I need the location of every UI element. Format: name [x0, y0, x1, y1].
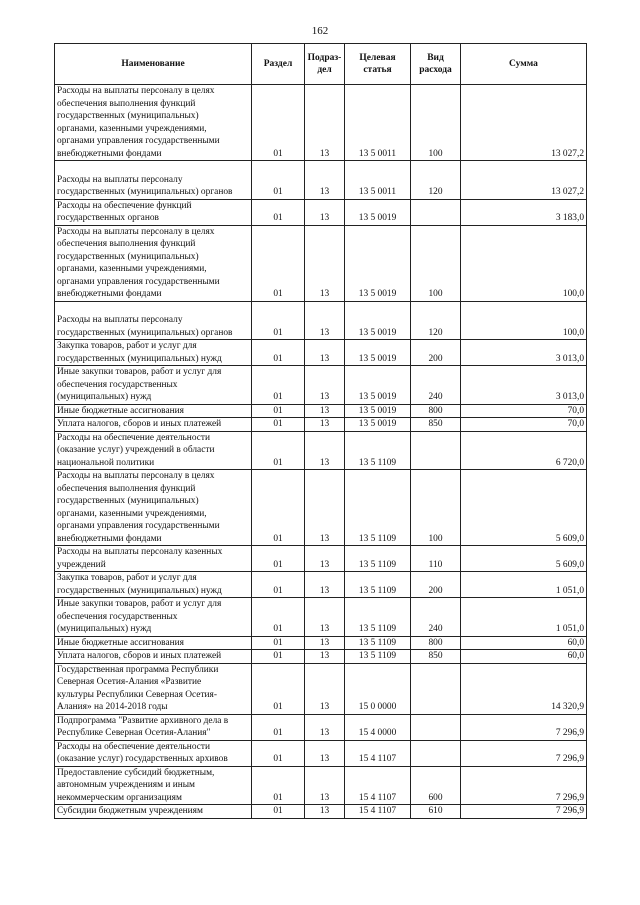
cell-kind	[411, 431, 461, 470]
cell-section: 01	[252, 199, 305, 225]
cell-name: Иные бюджетные ассигнования	[55, 404, 252, 418]
cell-sum: 3 183,0	[461, 199, 587, 225]
cell-target: 15 4 1107	[345, 805, 411, 819]
cell-target: 13 5 0019	[345, 340, 411, 366]
cell-target: 15 0 0000	[345, 663, 411, 714]
cell-subsection: 13	[305, 598, 345, 637]
cell-subsection: 13	[305, 340, 345, 366]
cell-sum: 3 013,0	[461, 366, 587, 405]
cell-target: 15 4 1107	[345, 740, 411, 766]
cell-sum: 5 609,0	[461, 470, 587, 546]
header-target	[345, 44, 411, 85]
cell-section: 01	[252, 740, 305, 766]
table-row	[55, 225, 587, 301]
cell-kind: 240	[411, 366, 461, 405]
cell-kind: 200	[411, 340, 461, 366]
cell-section: 01	[252, 650, 305, 664]
cell-target: 13 5 0011	[345, 161, 411, 200]
cell-sum: 6 720,0	[461, 431, 587, 470]
cell-kind: 850	[411, 650, 461, 664]
cell-section: 01	[252, 636, 305, 650]
cell-section: 01	[252, 470, 305, 546]
cell-kind: 800	[411, 404, 461, 418]
cell-section: 01	[252, 766, 305, 805]
cell-target: 13 5 0019	[345, 418, 411, 432]
cell-subsection: 13	[305, 225, 345, 301]
cell-kind: 240	[411, 598, 461, 637]
cell-subsection: 13	[305, 546, 345, 572]
cell-name: Закупка товаров, работ и услуг для государственных (муниципальных) нужд	[55, 572, 252, 598]
cell-sum: 70,0	[461, 404, 587, 418]
cell-name: Закупка товаров, работ и услуг для государственных (муниципальных) нужд	[55, 340, 252, 366]
cell-name: Субсидии бюджетным учреждениям	[55, 805, 252, 819]
cell-target: 15 4 1107	[345, 766, 411, 805]
cell-section: 01	[252, 805, 305, 819]
table-row	[55, 85, 587, 161]
cell-name: Подпрограмма "Развитие архивного дела в Республике Северная Осетия-Алания"	[55, 714, 252, 740]
cell-subsection: 13	[305, 805, 345, 819]
table-row	[55, 546, 587, 572]
cell-subsection: 13	[305, 572, 345, 598]
cell-subsection: 13	[305, 650, 345, 664]
cell-kind	[411, 714, 461, 740]
page-number: 162	[311, 25, 329, 37]
cell-target: 13 5 0011	[345, 85, 411, 161]
table-row	[55, 199, 587, 225]
table-row	[55, 470, 587, 546]
cell-subsection: 13	[305, 431, 345, 470]
cell-subsection: 13	[305, 366, 345, 405]
cell-sum: 1 051,0	[461, 572, 587, 598]
header-subsection	[305, 44, 345, 85]
cell-sum: 7 296,9	[461, 766, 587, 805]
cell-subsection: 13	[305, 161, 345, 200]
cell-section: 01	[252, 431, 305, 470]
budget-table	[54, 43, 587, 819]
cell-kind	[411, 199, 461, 225]
cell-kind: 110	[411, 546, 461, 572]
cell-subsection: 13	[305, 740, 345, 766]
cell-kind: 100	[411, 225, 461, 301]
header-target-text: Целевая статья	[359, 53, 396, 75]
cell-sum: 13 027,2	[461, 85, 587, 161]
cell-name: Расходы на выплаты персоналу в целях обеспечения выполнения функций государственных (муниципальных) органами, казенными учреждениями, органами управления государственными внебюджетными фондами	[55, 85, 252, 161]
cell-name: Уплата налогов, сборов и иных платежей	[55, 418, 252, 432]
cell-subsection: 13	[305, 766, 345, 805]
cell-subsection: 13	[305, 714, 345, 740]
table-row	[55, 431, 587, 470]
cell-section: 01	[252, 161, 305, 200]
cell-subsection: 13	[305, 404, 345, 418]
cell-kind: 100	[411, 85, 461, 161]
cell-target: 13 5 0019	[345, 199, 411, 225]
table-row	[55, 766, 587, 805]
cell-section: 01	[252, 714, 305, 740]
cell-name: Иные бюджетные ассигнования	[55, 636, 252, 650]
cell-kind: 120	[411, 161, 461, 200]
cell-name: Иные закупки товаров, работ и услуг для обеспечения государственных (муниципальных) нужд	[55, 598, 252, 637]
cell-name: Расходы на выплаты персоналу в целях обеспечения выполнения функций государственных (муниципальных) органами, казенными учреждениями, органами управления государственными внебюджетными фондами	[55, 470, 252, 546]
cell-sum: 60,0	[461, 636, 587, 650]
cell-subsection: 13	[305, 85, 345, 161]
table-row	[55, 650, 587, 664]
table-row	[55, 714, 587, 740]
cell-name: Государственная программа Республики Северная Осетия-Алания «Развитие культуры Республики Северная Осетия- Алания» на 2014-2018 годы	[55, 663, 252, 714]
header-section: Раздел	[252, 44, 305, 85]
cell-sum: 13 027,2	[461, 161, 587, 200]
cell-target: 13 5 0019	[345, 404, 411, 418]
cell-name: Расходы на обеспечение деятельности (оказание услуг) государственных архивов	[55, 740, 252, 766]
header-sum: Сумма	[461, 44, 587, 85]
cell-subsection: 13	[305, 418, 345, 432]
table-row	[55, 740, 587, 766]
cell-kind: 120	[411, 301, 461, 340]
cell-target: 13 5 0019	[345, 301, 411, 340]
header-kind	[411, 44, 461, 85]
table-row	[55, 301, 587, 340]
table-row	[55, 598, 587, 637]
cell-target: 13 5 1109	[345, 546, 411, 572]
cell-section: 01	[252, 546, 305, 572]
cell-section: 01	[252, 572, 305, 598]
cell-name: Расходы на выплаты персоналу государственных (муниципальных) органов	[55, 301, 252, 340]
cell-name: Иные закупки товаров, работ и услуг для обеспечения государственных (муниципальных) нужд	[55, 366, 252, 405]
header-name: Наименование	[55, 44, 252, 85]
cell-target: 13 5 1109	[345, 650, 411, 664]
cell-sum: 100,0	[461, 301, 587, 340]
cell-target: 13 5 0019	[345, 225, 411, 301]
header-subsection-text: Подраз- дел	[307, 53, 342, 75]
table-row	[55, 805, 587, 819]
cell-kind	[411, 663, 461, 714]
cell-subsection: 13	[305, 663, 345, 714]
cell-name: Расходы на выплаты персоналу в целях обеспечения выполнения функций государственных (муниципальных) органами, казенными учреждениями, органами управления государственными внебюджетными фондами	[55, 225, 252, 301]
cell-target: 13 5 1109	[345, 636, 411, 650]
cell-sum: 14 320,9	[461, 663, 587, 714]
table-row	[55, 404, 587, 418]
cell-kind: 200	[411, 572, 461, 598]
cell-section: 01	[252, 663, 305, 714]
cell-section: 01	[252, 366, 305, 405]
cell-target: 13 5 1109	[345, 598, 411, 637]
cell-sum: 100,0	[461, 225, 587, 301]
cell-section: 01	[252, 225, 305, 301]
cell-target: 13 5 0019	[345, 366, 411, 405]
cell-kind: 800	[411, 636, 461, 650]
cell-name: Расходы на выплаты персоналу государственных (муниципальных) органов	[55, 161, 252, 200]
cell-kind: 600	[411, 766, 461, 805]
cell-kind: 610	[411, 805, 461, 819]
header-kind-text: Вид расхода	[419, 53, 452, 75]
table-row	[55, 572, 587, 598]
cell-subsection: 13	[305, 470, 345, 546]
cell-sum: 60,0	[461, 650, 587, 664]
cell-subsection: 13	[305, 301, 345, 340]
cell-target: 13 5 1109	[345, 470, 411, 546]
cell-name: Предоставление субсидий бюджетным, автономным учреждениям и иным некоммерческим организациям	[55, 766, 252, 805]
cell-sum: 5 609,0	[461, 546, 587, 572]
cell-kind	[411, 740, 461, 766]
cell-sum: 70,0	[461, 418, 587, 432]
table-row	[55, 340, 587, 366]
cell-subsection: 13	[305, 636, 345, 650]
table-header-row	[55, 44, 587, 85]
cell-section: 01	[252, 418, 305, 432]
cell-section: 01	[252, 85, 305, 161]
cell-kind: 100	[411, 470, 461, 546]
table-row	[55, 366, 587, 405]
table-row	[55, 636, 587, 650]
cell-target: 13 5 1109	[345, 431, 411, 470]
table-row	[55, 418, 587, 432]
cell-sum: 7 296,9	[461, 740, 587, 766]
cell-kind: 850	[411, 418, 461, 432]
cell-name: Расходы на обеспечение функций государственных органов	[55, 199, 252, 225]
cell-target: 13 5 1109	[345, 572, 411, 598]
cell-name: Расходы на обеспечение деятельности (оказание услуг) учреждений в области национальной политики	[55, 431, 252, 470]
cell-sum: 7 296,9	[461, 805, 587, 819]
table-row	[55, 663, 587, 714]
cell-sum: 3 013,0	[461, 340, 587, 366]
cell-target: 15 4 0000	[345, 714, 411, 740]
cell-sum: 1 051,0	[461, 598, 587, 637]
cell-section: 01	[252, 404, 305, 418]
cell-section: 01	[252, 340, 305, 366]
cell-subsection: 13	[305, 199, 345, 225]
table-row	[55, 161, 587, 200]
cell-section: 01	[252, 301, 305, 340]
cell-name: Уплата налогов, сборов и иных платежей	[55, 650, 252, 664]
cell-sum: 7 296,9	[461, 714, 587, 740]
cell-section: 01	[252, 598, 305, 637]
cell-name: Расходы на выплаты персоналу казенных учреждений	[55, 546, 252, 572]
